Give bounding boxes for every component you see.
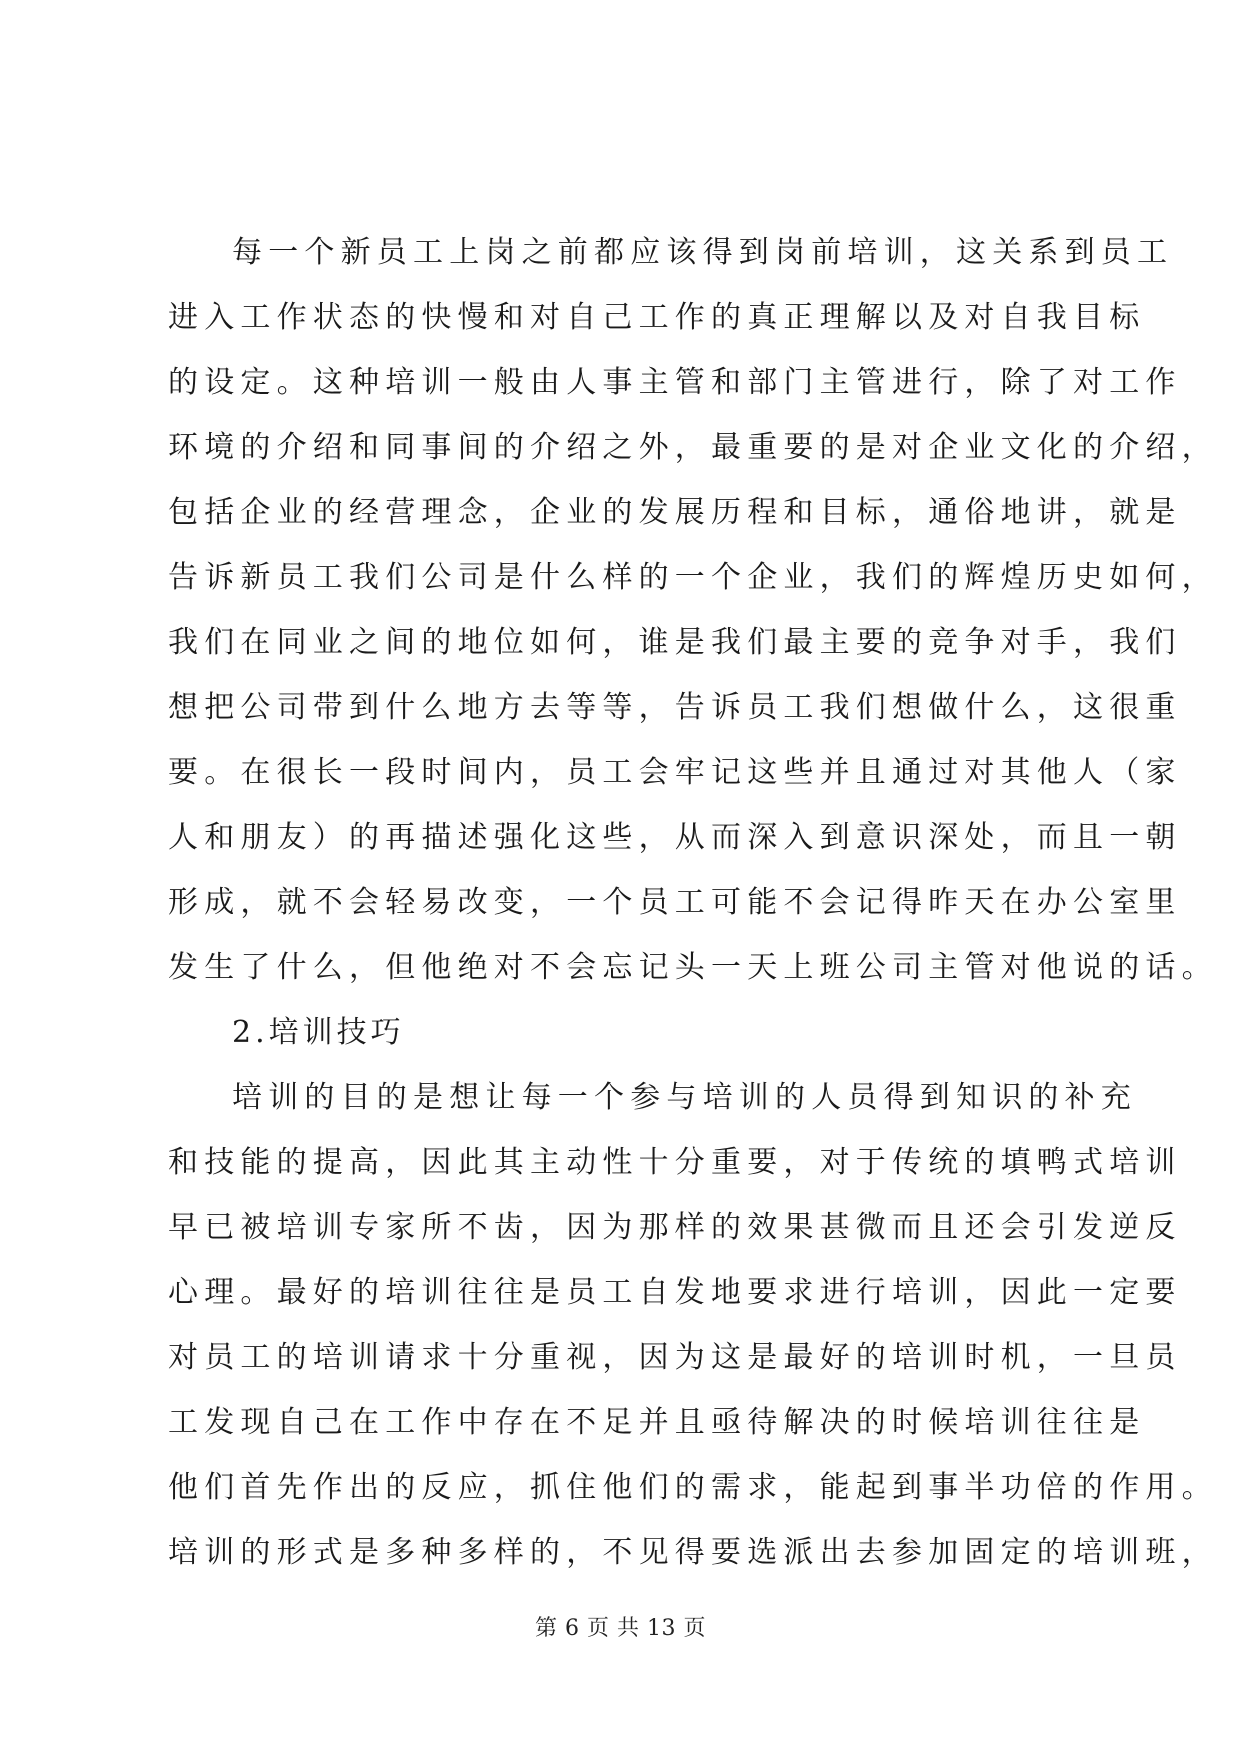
paragraph-line: 想把公司带到什么地方去等等，告诉员工我们想做什么，这很重 [168, 690, 1182, 725]
paragraph-line: 对员工的培训请求十分重视，因为这是最好的培训时机，一旦员 [168, 1340, 1182, 1375]
paragraph-line: 工发现自己在工作中存在不足并且亟待解决的时候培训往往是 [168, 1405, 1146, 1440]
paragraph-line: 要。在很长一段时间内，员工会牢记这些并且通过对其他人（家 [168, 755, 1182, 790]
paragraph-line: 进入工作状态的快慢和对自己工作的真正理解以及对自我目标 [168, 300, 1146, 335]
paragraph-line: 形成，就不会轻易改变，一个员工可能不会记得昨天在办公室里 [168, 885, 1182, 920]
paragraph-line: 和技能的提高，因此其主动性十分重要，对于传统的填鸭式培训 [168, 1145, 1182, 1180]
page-number-footer: 第 6 页 共 13 页 [535, 1616, 706, 1641]
paragraph-line: 我们在同业之间的地位如何，谁是我们最主要的竞争对手，我们 [168, 625, 1182, 660]
paragraph-line: 培训的目的是想让每一个参与培训的人员得到知识的补充 [232, 1080, 1137, 1115]
paragraph-line: 人和朋友）的再描述强化这些，从而深入到意识深处，而且一朝 [168, 820, 1182, 855]
paragraph-line: 包括企业的经营理念，企业的发展历程和目标，通俗地讲，就是 [168, 495, 1182, 530]
paragraph-line: 告诉新员工我们公司是什么样的一个企业，我们的辉煌历史如何， [168, 560, 1218, 595]
document-body [168, 220, 1218, 1585]
section-heading: 2.培训技巧 [232, 1015, 405, 1050]
paragraph-line: 心理。最好的培训往往是员工自发地要求进行培训，因此一定要 [168, 1275, 1182, 1310]
paragraph-line: 培训的形式是多种多样的，不见得要选派出去参加固定的培训班， [168, 1535, 1218, 1570]
paragraph-line: 发生了什么，但他绝对不会忘记头一天上班公司主管对他说的话。 [168, 950, 1218, 985]
paragraph-line: 他们首先作出的反应，抓住他们的需求，能起到事半功倍的作用。 [168, 1470, 1218, 1505]
paragraph-line: 的设定。这种培训一般由人事主管和部门主管进行，除了对工作 [168, 365, 1182, 400]
paragraph-line: 环境的介绍和同事间的介绍之外，最重要的是对企业文化的介绍， [168, 430, 1218, 465]
paragraph-line: 每一个新员工上岗之前都应该得到岗前培训，这关系到员工 [232, 235, 1174, 270]
paragraph-line: 早已被培训专家所不齿，因为那样的效果甚微而且还会引发逆反 [168, 1210, 1182, 1245]
